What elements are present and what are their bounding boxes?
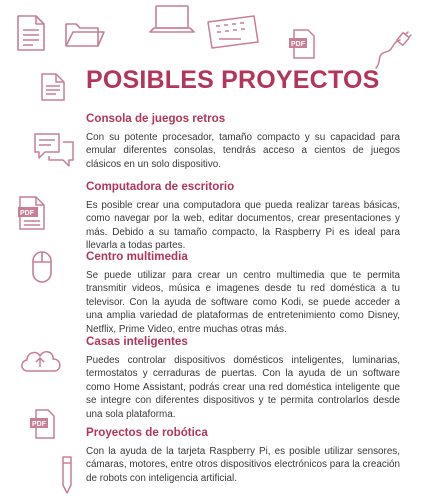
- pdf-label-3: PDF: [32, 421, 46, 428]
- document-icon: [16, 14, 46, 52]
- section-consola: [86, 112, 400, 171]
- folder-icon: [64, 18, 106, 50]
- section-heading: Consola de juegos retros: [86, 112, 226, 125]
- section-text: Con su potente procesador, tamaño compacto y su capacidad para emular diferentes consolas, tendrás acceso a cientos de juegos clásicos en un solo dispositivo.: [86, 132, 400, 170]
- section-text: Se puede utilizar para crear un centro multimedia que te permita transmitir videos, música e imagenes desde tu red doméstica a tu televisor. Con la ayuda de software como Kodi, se puede acceder a una amplia variedad de plataformas de entretenimiento como Disney, Netflix, Prime Video, entre muchas otras más.: [86, 270, 400, 335]
- pdf-file-icon-2: [30, 408, 56, 440]
- pdf-label-2: PDF: [20, 210, 34, 217]
- pdf-document-icon: [16, 195, 46, 231]
- section-computadora: [86, 180, 400, 253]
- keyboard-icon: [202, 12, 262, 52]
- section-text: Con la ayuda de la tarjeta Raspberry Pi, es posible utilizar sensores, cámaras, motores, entre otros dispositivos electrónicos para la creación de robots con inteligencia artificial.: [86, 446, 400, 484]
- section-robotica: [86, 426, 400, 485]
- chat-bubbles-icon: [33, 130, 75, 168]
- page-title: POSIBLES PROYECTOS: [86, 66, 380, 94]
- section-heading: Proyectos de robótica: [86, 426, 208, 439]
- section-multimedia: [86, 250, 400, 336]
- section-heading: Centro multimedia: [86, 250, 188, 263]
- pen-icon: [58, 455, 76, 495]
- section-text: Es posible crear una computadora que pueda realizar tareas básicas, como navegar por la web, editar documentos, crear presentaciones y más. Debido a su tamaño compacto, la Raspberry Pi es ideal para llevarla a todas partes.: [86, 200, 400, 252]
- pdf-file-icon: [288, 28, 316, 60]
- cloud-upload-icon: [18, 345, 66, 375]
- mouse-icon: [30, 248, 54, 284]
- laptop-icon: [148, 4, 196, 38]
- pdf-label: PDF: [291, 41, 305, 48]
- document-icon-2: [40, 72, 66, 102]
- section-text: Puedes controlar dispositivos domésticos inteligentes, luminarias, termostatos y cerraduras de puertas. Con la ayuda de un software como Home Assistant, podrás crear una red doméstica inteligente que se integre con diferentes dispositivos y te permita controlarlos desde una sola plataforma.: [86, 355, 400, 420]
- section-casas: [86, 335, 400, 421]
- section-heading: Casas inteligentes: [86, 335, 188, 348]
- section-heading: Computadora de escritorio: [86, 180, 235, 193]
